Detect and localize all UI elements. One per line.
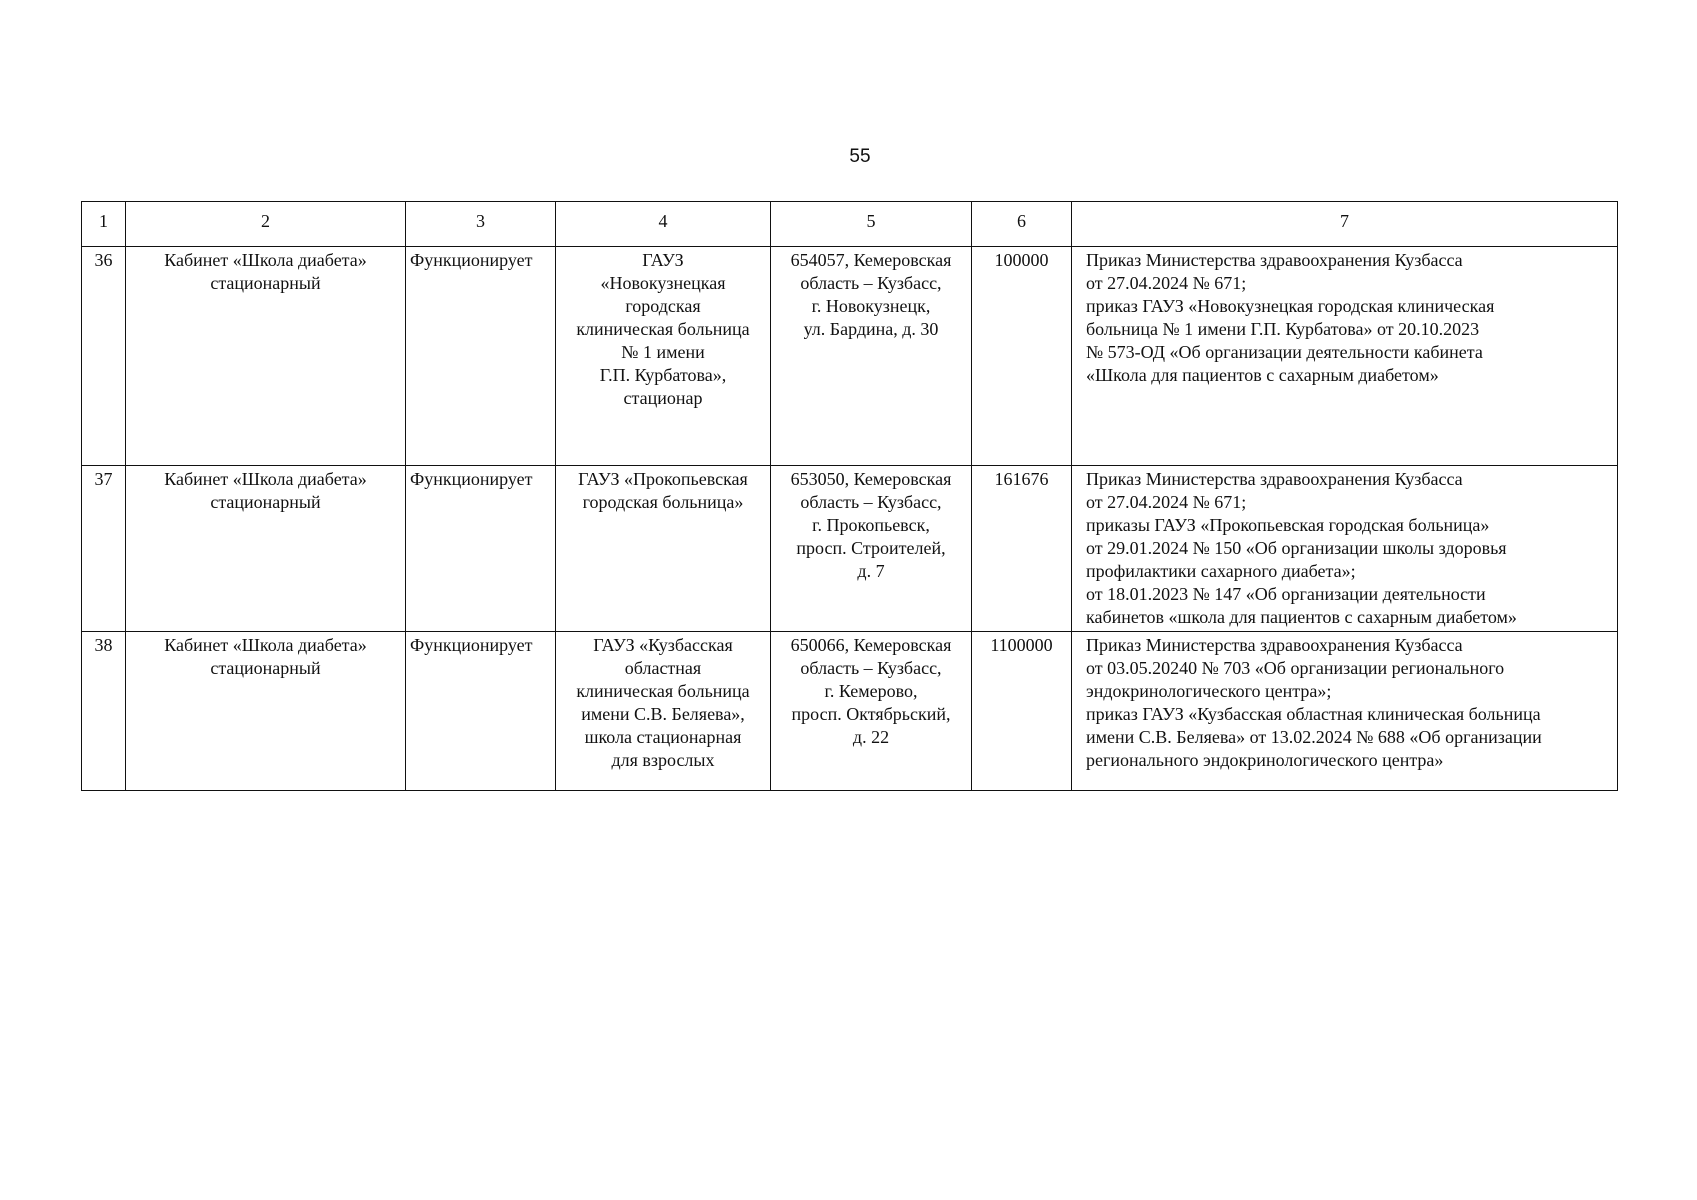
- name-line: стационарный: [210, 273, 321, 293]
- address-line: область – Кузбасс,: [800, 492, 942, 512]
- document-line: от 18.01.2023 № 147 «Об организации деятельности: [1086, 584, 1486, 604]
- name-cell: [126, 466, 406, 632]
- address-line: г. Кемерово,: [824, 681, 918, 701]
- address-line: просп. Строителей,: [796, 538, 946, 558]
- name-line: стационарный: [210, 492, 321, 512]
- documents-cell: [1072, 247, 1618, 466]
- table-row: [82, 632, 1618, 791]
- organization-line: областная: [624, 658, 702, 678]
- column-number-row: [82, 202, 1618, 247]
- address-line: ул. Бардина, д. 30: [803, 319, 939, 339]
- registry-table: [81, 201, 1618, 791]
- document-line: «Школа для пациентов с сахарным диабетом»: [1086, 365, 1439, 385]
- document-line: эндокринологического центра»;: [1086, 681, 1332, 701]
- name-line: Кабинет «Школа диабета»: [164, 250, 367, 270]
- address-line: 654057, Кемеровская: [790, 250, 952, 270]
- column-number-cell: 2: [126, 202, 406, 247]
- address-line: 650066, Кемеровская: [790, 635, 952, 655]
- row-number-cell: 36: [82, 247, 126, 466]
- name-line: Кабинет «Школа диабета»: [164, 635, 367, 655]
- document-line: имени С.В. Беляева» от 13.02.2024 № 688 «Об организации: [1086, 727, 1542, 747]
- address-line: просп. Октябрьский,: [791, 704, 951, 724]
- name-cell: [126, 632, 406, 791]
- organization-line: школа стационарная: [584, 727, 742, 747]
- organization-line: ГАУЗ «Прокопьевская: [578, 469, 748, 489]
- name-line: стационарный: [210, 658, 321, 678]
- address-line: г. Прокопьевск,: [812, 515, 930, 535]
- document-line: регионального эндокринологического центра»: [1086, 750, 1444, 770]
- column-number-cell: 4: [556, 202, 771, 247]
- address-cell: [771, 247, 972, 466]
- document-line: приказ ГАУЗ «Новокузнецкая городская клиническая: [1086, 296, 1495, 316]
- status-cell: Функционирует: [406, 466, 556, 632]
- column-number-cell: 3: [406, 202, 556, 247]
- document-line: Приказ Министерства здравоохранения Кузбасса: [1086, 469, 1463, 489]
- address-line: область – Кузбасс,: [800, 273, 942, 293]
- organization-line: № 1 имени: [621, 342, 705, 362]
- document-line: профилактики сахарного диабета»;: [1086, 561, 1356, 581]
- organization-line: клиническая больница: [576, 681, 750, 701]
- document-line: Приказ Министерства здравоохранения Кузбасса: [1086, 250, 1463, 270]
- organization-line: городская: [625, 296, 701, 316]
- address-line: область – Кузбасс,: [800, 658, 942, 678]
- document-line: от 03.05.20240 № 703 «Об организации регионального: [1086, 658, 1505, 678]
- organization-line: городская больница»: [582, 492, 744, 512]
- column-number-cell: 7: [1072, 202, 1618, 247]
- address-cell: [771, 466, 972, 632]
- organization-line: ГАУЗ «Кузбасская: [593, 635, 733, 655]
- document-line: кабинетов «школа для пациентов с сахарным диабетом»: [1086, 607, 1517, 627]
- document-line: приказ ГАУЗ «Кузбасская областная клиническая больница: [1086, 704, 1541, 724]
- organization-line: клиническая больница: [576, 319, 750, 339]
- organization-line: стационар: [623, 388, 703, 408]
- document-line: от 29.01.2024 № 150 «Об организации школы здоровья: [1086, 538, 1507, 558]
- document-line: больница № 1 имени Г.П. Курбатова» от 20.10.2023: [1086, 319, 1480, 339]
- address-line: д. 7: [857, 561, 885, 581]
- name-line: Кабинет «Школа диабета»: [164, 469, 367, 489]
- organization-line: Г.П. Курбатова»,: [599, 365, 727, 385]
- address-line: 653050, Кемеровская: [790, 469, 952, 489]
- table-row: [82, 247, 1618, 466]
- population-cell: 100000: [972, 247, 1072, 466]
- document-line: от 27.04.2024 № 671;: [1086, 273, 1247, 293]
- organization-line: имени С.В. Беляева»,: [581, 704, 745, 724]
- address-line: д. 22: [852, 727, 890, 747]
- document-line: от 27.04.2024 № 671;: [1086, 492, 1247, 512]
- page-number: 55: [849, 146, 871, 167]
- organization-cell: [556, 632, 771, 791]
- organization-cell: [556, 466, 771, 632]
- document-line: № 573-ОД «Об организации деятельности кабинета: [1086, 342, 1483, 362]
- address-cell: [771, 632, 972, 791]
- status-cell: Функционирует: [406, 632, 556, 791]
- address-line: г. Новокузнецк,: [811, 296, 931, 316]
- table-row: [82, 466, 1618, 632]
- organization-cell: [556, 247, 771, 466]
- documents-cell: [1072, 632, 1618, 791]
- column-number-cell: 6: [972, 202, 1072, 247]
- population-cell: 1100000: [972, 632, 1072, 791]
- organization-line: для взрослых: [611, 750, 715, 770]
- document-line: приказы ГАУЗ «Прокопьевская городская больница»: [1086, 515, 1490, 535]
- status-cell: Функционирует: [406, 247, 556, 466]
- organization-line: «Новокузнецкая: [600, 273, 726, 293]
- column-number-cell: 1: [82, 202, 126, 247]
- document-line: Приказ Министерства здравоохранения Кузбасса: [1086, 635, 1463, 655]
- population-cell: 161676: [972, 466, 1072, 632]
- name-cell: [126, 247, 406, 466]
- documents-cell: [1072, 466, 1618, 632]
- row-number-cell: 37: [82, 466, 126, 632]
- column-number-cell: 5: [771, 202, 972, 247]
- organization-line: ГАУЗ: [642, 250, 684, 270]
- row-number-cell: 38: [82, 632, 126, 791]
